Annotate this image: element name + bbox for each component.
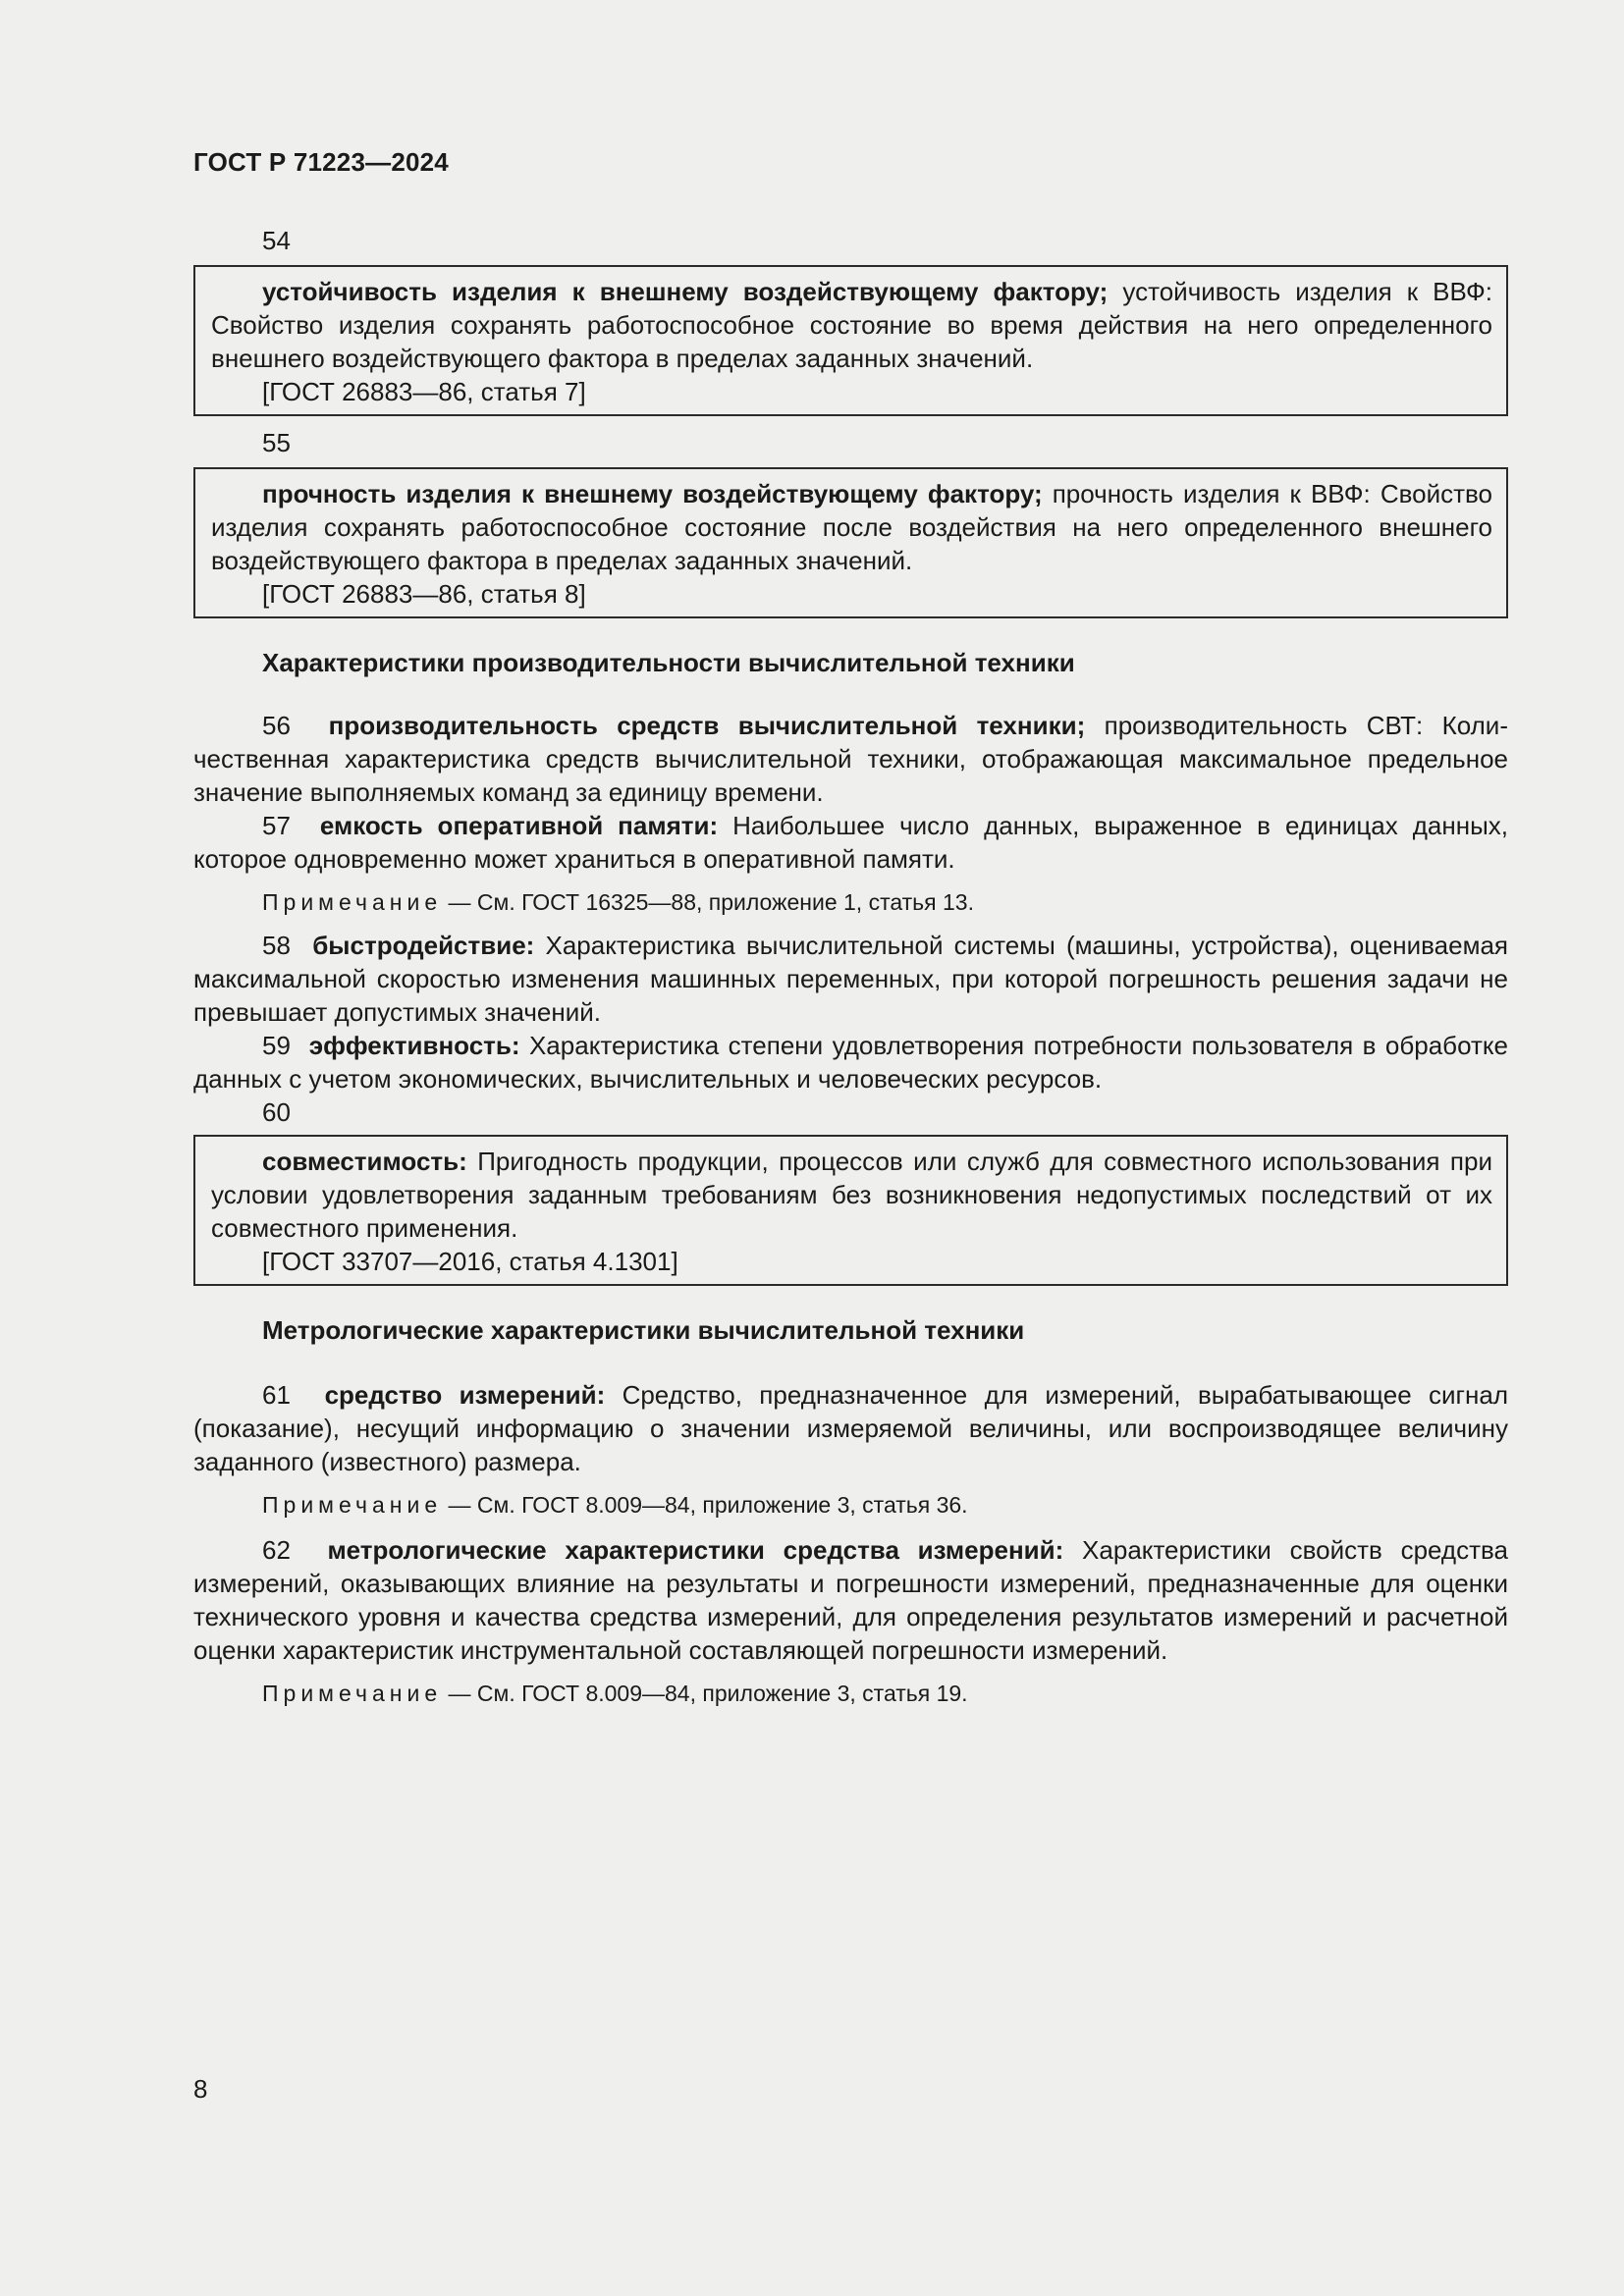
term-text: устойчивость изделия к ВВФ: Свойство изделия сохранять работоспособное состояние во время действия на него определенного внешнего воздействующего фактора в пределах заданных значений. [211,277,1492,373]
term-number: 55 [262,428,291,457]
note-text: — См. ГОСТ 16325—88, приложение 1, статья 13. [442,889,974,915]
term-number: 59 [262,1031,291,1060]
document-header: ГОСТ Р 71223—2024 [193,147,449,177]
term-title: совместимость: [262,1147,467,1176]
term-number: 61 [262,1380,291,1410]
term-number: 54 [262,226,291,255]
term-title: емкость оперативной памяти: [319,811,719,840]
term-box [193,265,1508,416]
note-label: Примечание [262,1492,443,1518]
term-title: метрологические характеристики средства измерений: [327,1535,1064,1565]
term-title: прочность изделия к внешнему воздействующему фактору; [262,479,1043,508]
term-box [193,1135,1508,1286]
term-number: 60 [262,1097,291,1127]
note [193,887,1508,917]
term-definition [211,1145,1492,1245]
note [193,1679,1508,1708]
term-paragraph [193,809,1508,876]
term-title: быстродействие: [312,931,535,960]
term-text: Пригодность продукции, процессов или служб для совместного использования при условии удовлетворения заданным требованиям без возникновения недопустимых последствий от их совместного применения. [211,1147,1492,1243]
note-text: — См. ГОСТ 8.009—84, приложение 3, статья 36. [442,1492,968,1518]
note-label: Примечание [262,889,443,915]
term-title: средство измерений: [324,1380,606,1410]
term-paragraph [193,709,1508,809]
term-source: [ГОСТ 26883—86, статья 7] [262,377,586,406]
term-text: Характеристика степени удовлетворения потребности пользователя в обработке данных с учетом экономических, вычислительных и человеческих ресурсов. [193,1031,1508,1094]
term-paragraph [193,1378,1508,1478]
term-text: производительность СВТ: Количественная характеристика средств вычислительной техники, отображающая максимальное предельное значение выполняемых команд за единицу времени. [193,711,1508,807]
term-title: устойчивость изделия к внешнему воздействующему фактору; [262,277,1109,306]
section-heading: Метрологические характеристики вычислительной техники [262,1315,1025,1345]
note-label: Примечание [262,1681,443,1706]
term-number: 62 [262,1535,291,1565]
term-title: производительность средств вычислительной техники; [328,711,1086,740]
term-source: [ГОСТ 26883—86, статья 8] [262,579,586,609]
term-text: Характеристики свойств средства измерений, оказывающих влияние на результаты и погрешности измерений, предназначенные для оценки технического уровня и качества средства измерений, для определения результатов измерений и расчетной оценки характеристик инструментальной составляющей погрешности измерений. [193,1535,1508,1665]
document-body [193,224,1508,1708]
term-source: [ГОСТ 33707—2016, статья 4.1301] [262,1247,678,1276]
note-text: — См. ГОСТ 8.009—84, приложение 3, статья 19. [442,1681,968,1706]
term-title: эффективность: [308,1031,520,1060]
term-text: Средство, предназначенное для измерений, вырабатывающее сигнал (показание), несущий информацию о значении измеряемой величины, или воспроизводящее величину заданного (известного) размера. [193,1380,1508,1476]
term-number: 58 [262,931,291,960]
page-number: 8 [193,2074,208,2104]
term-number: 57 [262,811,291,840]
term-definition [211,477,1492,577]
term-paragraph [193,1029,1508,1095]
term-paragraph [193,1533,1508,1667]
term-text: Наибольшее число данных, выраженное в единицах данных, которое одновременно может храниться в оперативной памяти. [193,811,1508,874]
term-text: Характеристика вычислительной системы (машины, устройства), оцениваемая максимальной скоростью изменения машинных переменных, при которой погрешность решения задачи не превышает допустимых значений. [193,931,1508,1027]
term-paragraph [193,929,1508,1029]
term-box [193,467,1508,618]
note [193,1490,1508,1520]
term-text: прочность изделия к ВВФ: Свойство изделия сохранять работоспособное состояние после воздействия на него определенного внешнего воздействующего фактора в пределах заданных значений. [211,479,1492,575]
term-number: 56 [262,711,291,740]
term-definition [211,275,1492,375]
section-heading: Характеристики производительности вычислительной техники [262,648,1075,677]
